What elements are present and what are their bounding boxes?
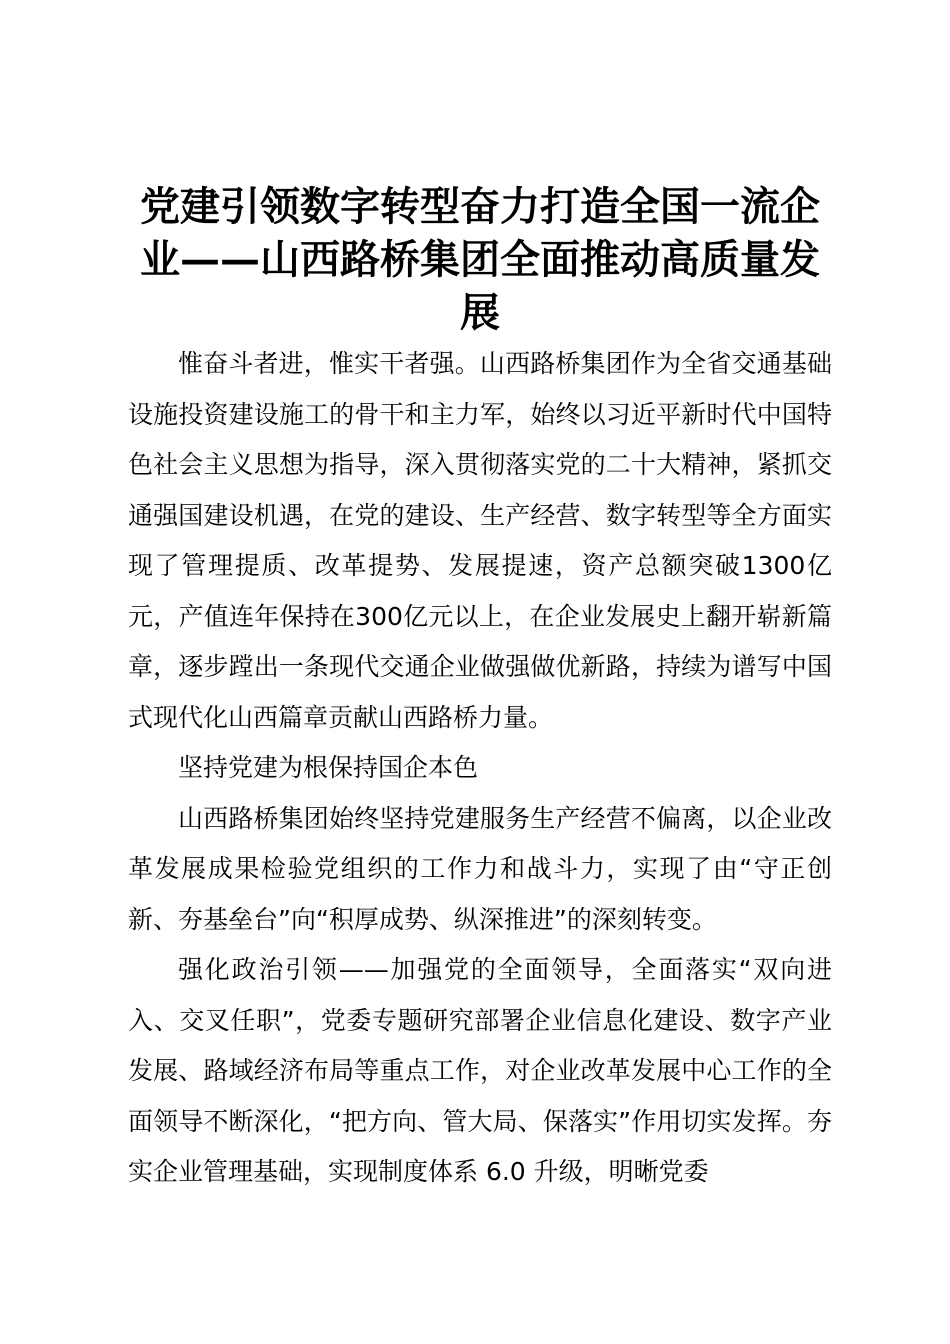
section-heading: 坚持党建为根保持国企本色 (178, 753, 479, 782)
intro-paragraph: 惟奋斗者进，惟实干者强。山西路桥集团作为全省交通基础设施投资建设施工的骨干和主力军，始终以习近平新时代中国特色社会主义思想为指导，深入贯彻落实党的二十大精神，紧抓交通强国建设机遇，在党的建设、生产经营、数字转型等全方面实现了管理提质、改革提势、发展提速，资产总额突破1300亿元，产值连年保持在300亿元以上，在企业发展史上翻开崭新篇章，逐步蹚出一条现代交通企业做强做优新路，持续为谱写中国式现代化山西篇章贡献山西路桥力量。 (128, 349, 832, 732)
section-paragraph: 山西路桥集团始终坚持党建服务生产经营不偏离，以企业改革发展成果检验党组织的工作力和战斗力，实现了由“守正创新、夯基垒台”向“积厚成势、纵深推进”的深刻转变。 (128, 803, 832, 934)
document-title: 党建引领数字转型奋力打造全国一流企业——山西路桥集团全面推动高质量发展 (140, 183, 820, 336)
document-page (128, 180, 832, 1198)
political-guidance-paragraph: 强化政治引领——加强党的全面领导，全面落实“双向进入、交叉任职”，党委专题研究部署企业信息化建设、数字产业发展、路域经济布局等重点工作，对企业改革发展中心工作的全面领导不断深化，“把方向、管大局、保落实”作用切实发挥。夯实企业管理基础，实现制度体系 6.0 升级，明晰党委 (128, 955, 832, 1186)
